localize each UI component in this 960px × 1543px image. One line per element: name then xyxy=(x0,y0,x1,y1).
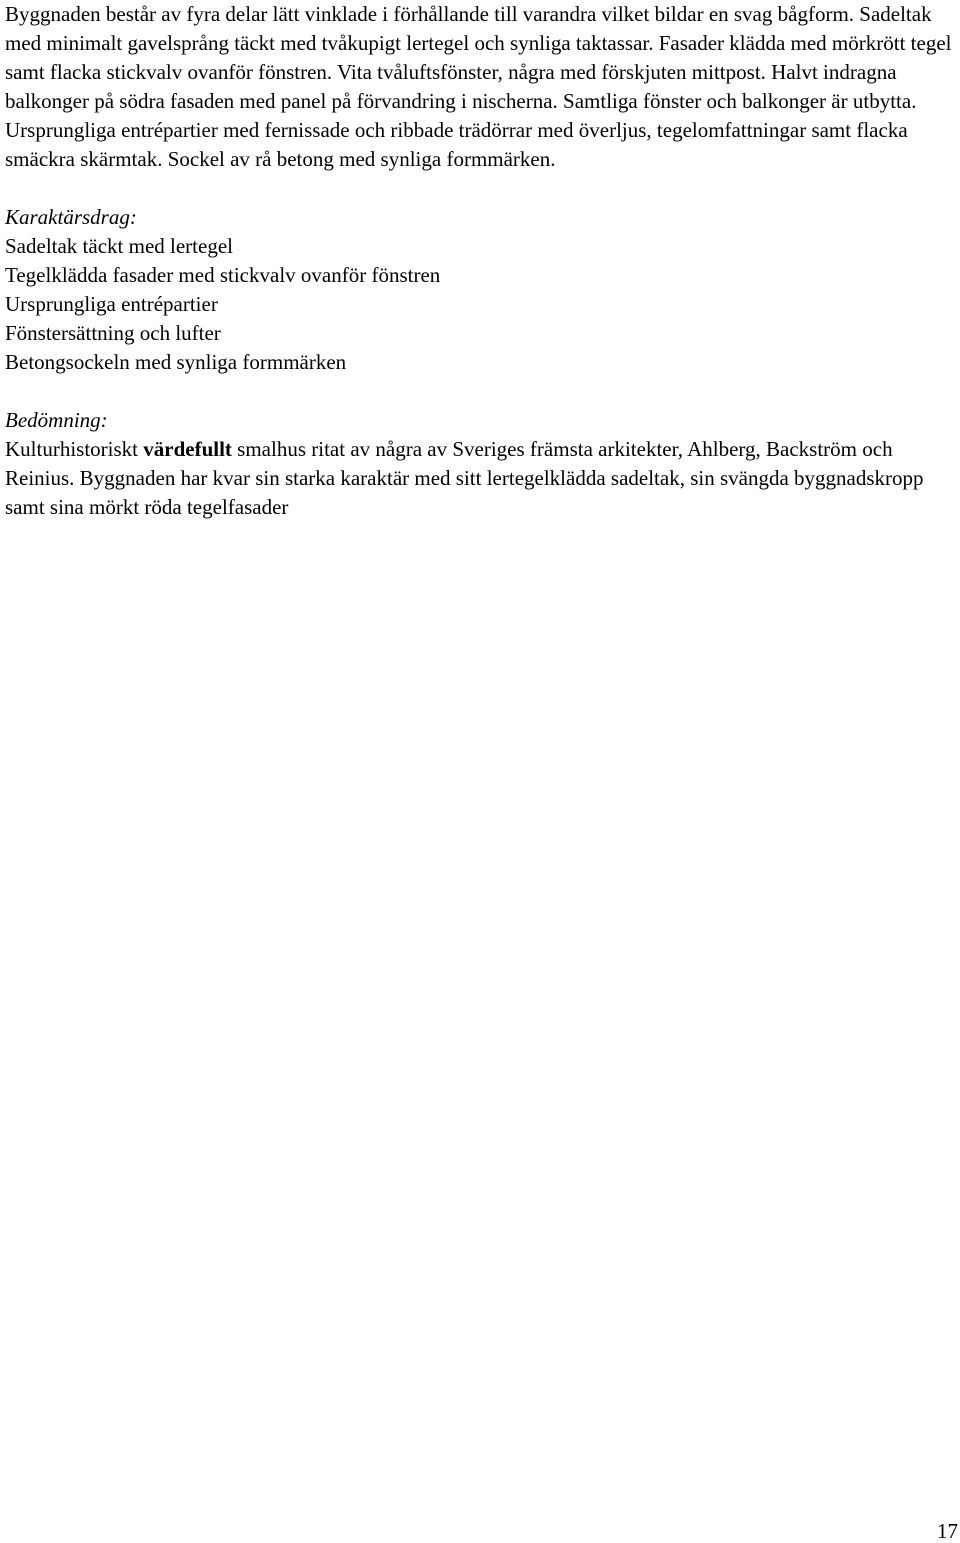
characteristic-item: Sadeltak täckt med lertegel xyxy=(5,234,233,258)
assessment-paragraph xyxy=(5,435,957,522)
characteristics-heading: Karaktärsdrag: xyxy=(5,205,137,229)
assessment-section xyxy=(5,406,957,522)
assessment-text-before: Kulturhistoriskt xyxy=(5,437,144,461)
assessment-text-after: smalhus ritat av några av Sveriges främsta arkitekter, Ahlberg, Backström och Reinius. Byggnaden har kvar sin starka karaktär med sitt lertegelklädda sadeltak, sin svängda byggnadskropp samt sina mörkt röda tegelfasader xyxy=(5,437,924,519)
assessment-emphasis: värdefullt xyxy=(143,437,232,461)
characteristics-section xyxy=(5,203,957,377)
characteristic-item: Ursprungliga entrépartier xyxy=(5,292,218,316)
characteristic-item: Betongsockeln med synliga formmärken xyxy=(5,350,347,374)
characteristic-item: Tegelklädda fasader med stickvalv ovanför fönstren xyxy=(5,263,441,287)
description-paragraph: Byggnaden består av fyra delar lätt vinklade i förhållande till varandra vilket bildar en svag bågform. Sadeltak med minimalt gavelsprång täckt med tvåkupigt lertegel och synliga taktassar. Fasader klädda med mörkrött tegel samt flacka stickvalv ovanför fönstren. Vita tvåluftsfönster, några med förskjuten mittpost. Halvt indragna balkonger på södra fasaden med panel på förvandring i nischerna. Samtliga fönster och balkonger är utbytta. Ursprungliga entrépartier med fernissade och ribbade trädörrar med överljus, tegelomfattningar samt flacka smäckra skärmtak. Sockel av rå betong med synliga formmärken. xyxy=(5,2,952,171)
page-number: 17 xyxy=(937,1519,958,1543)
document-page xyxy=(5,0,957,522)
characteristic-item: Fönstersättning och lufter xyxy=(5,321,221,345)
assessment-heading: Bedömning: xyxy=(5,408,108,432)
